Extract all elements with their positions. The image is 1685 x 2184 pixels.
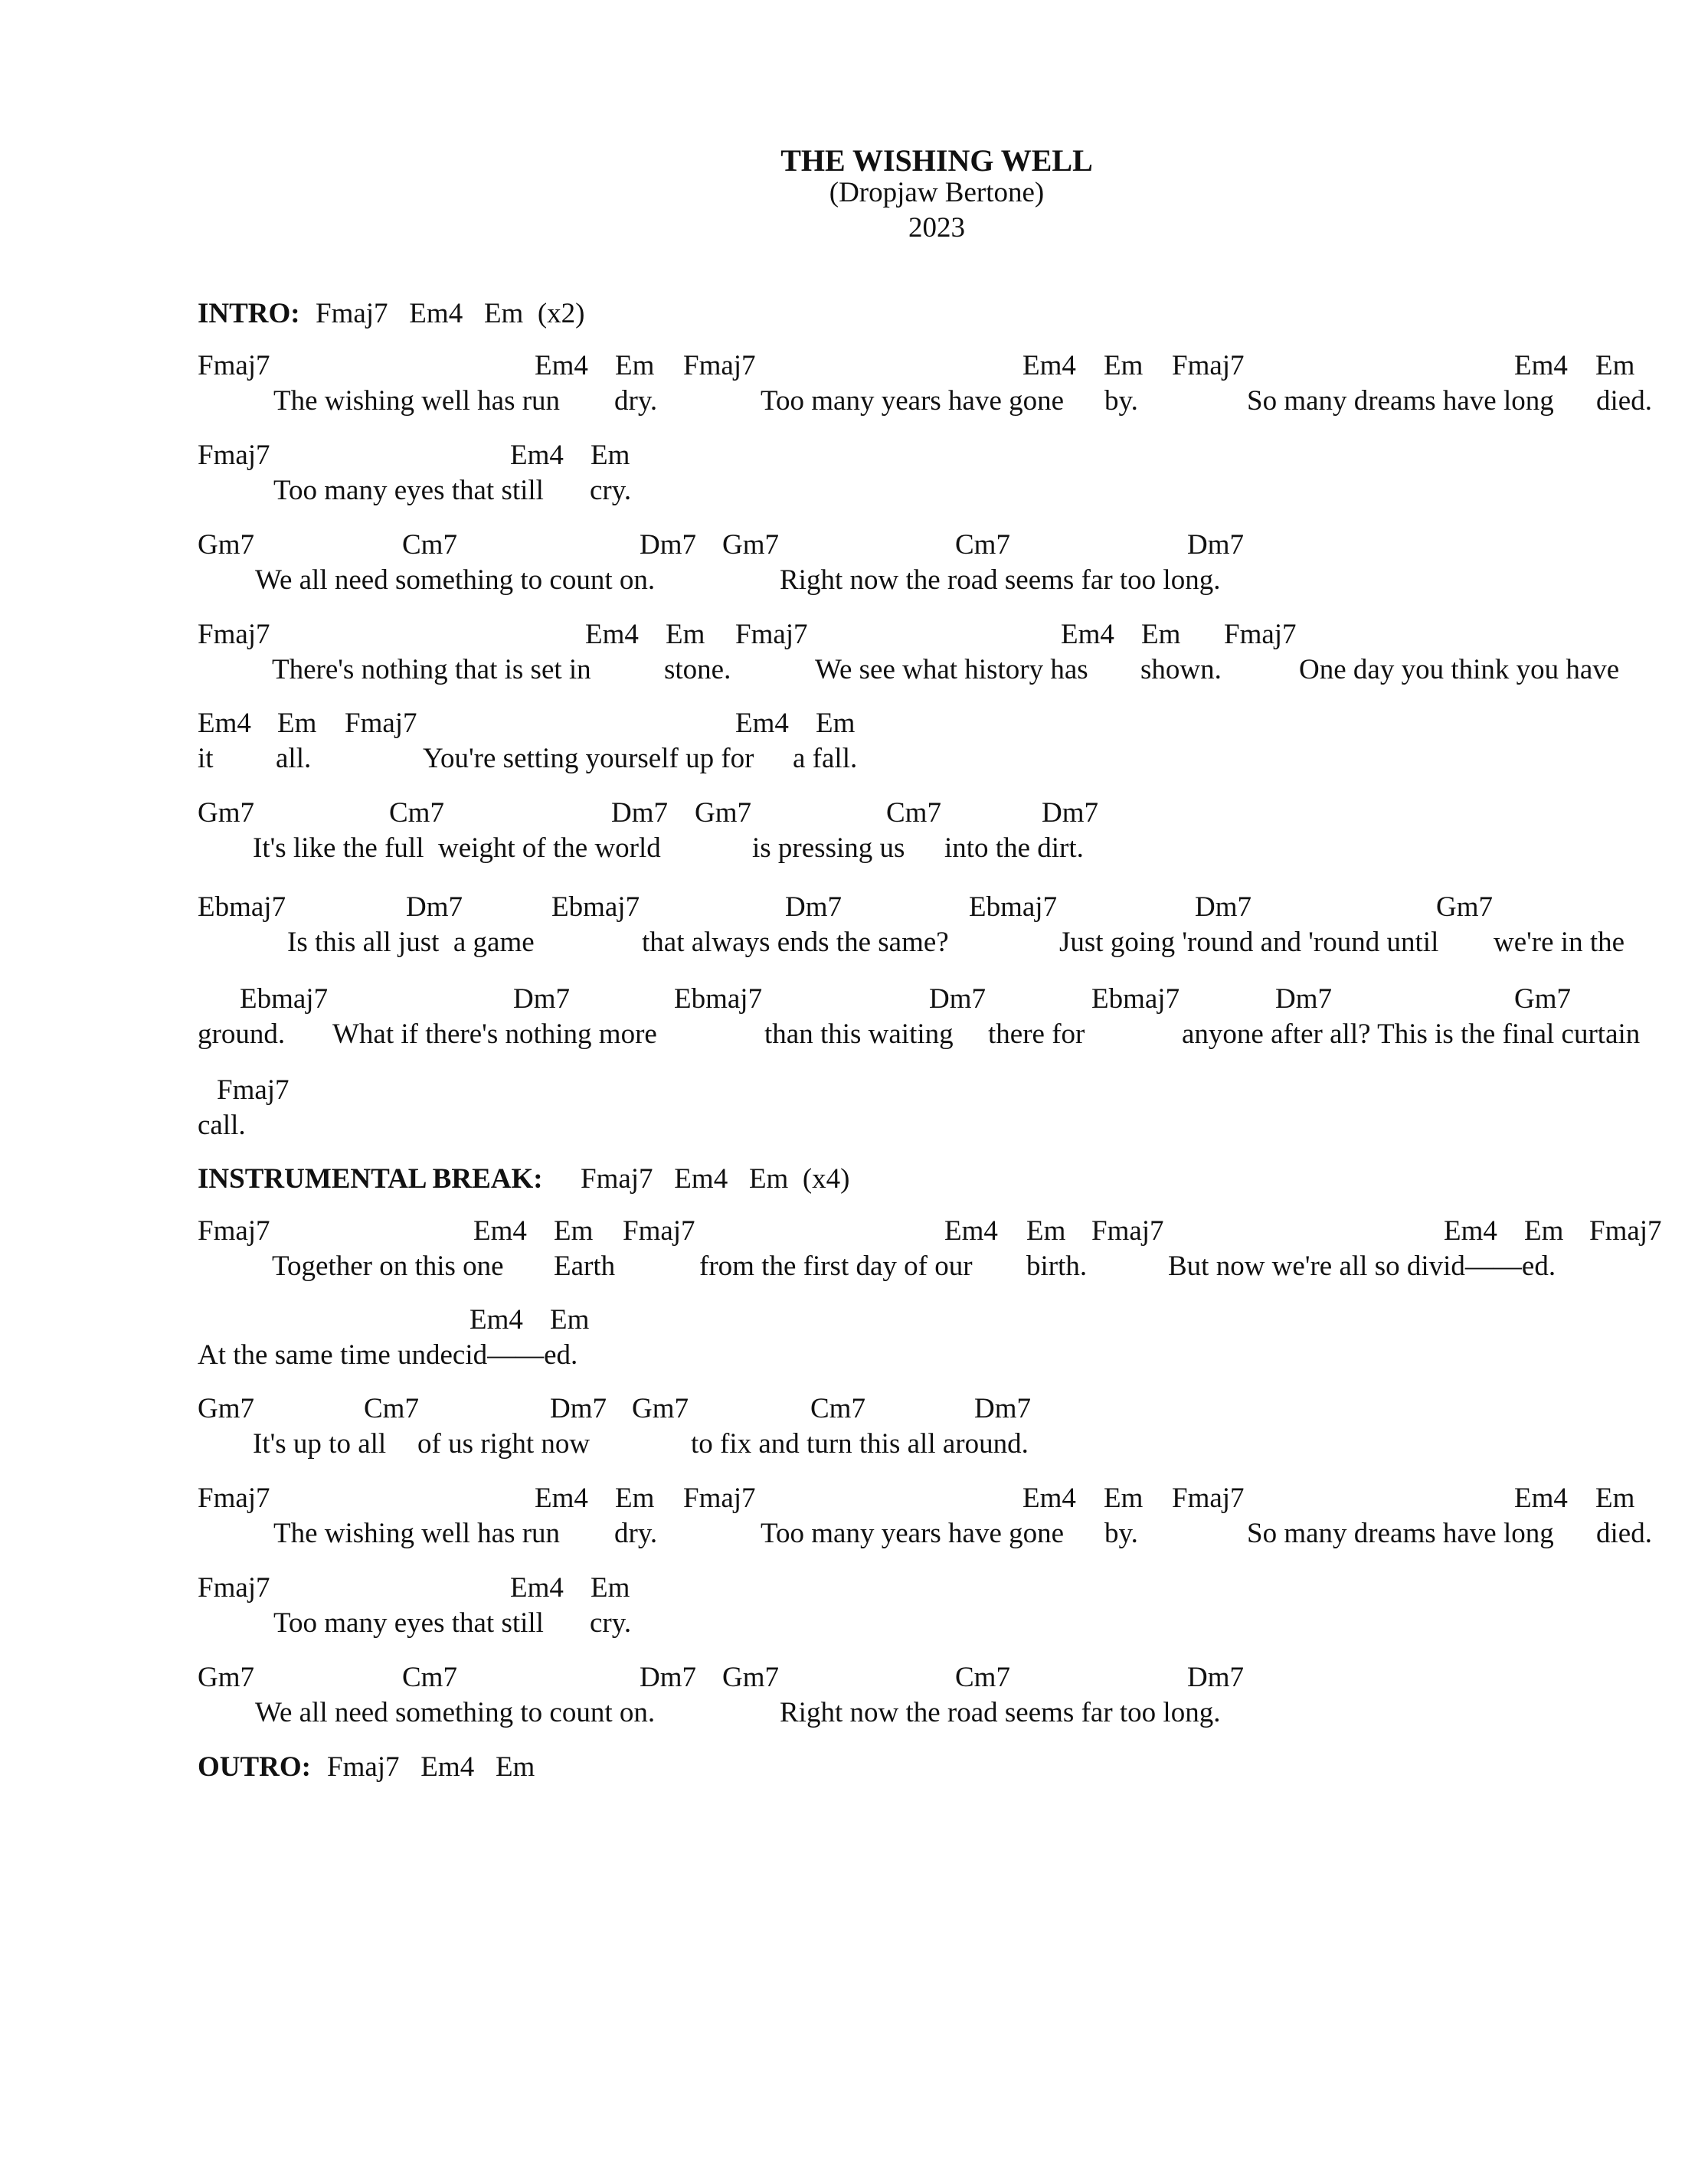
lyric: But now we're all so divid——ed. xyxy=(1168,1251,1556,1282)
chord: Em4 xyxy=(1514,1483,1568,1514)
chord: Em xyxy=(615,350,655,381)
lyric: call. xyxy=(198,1110,246,1141)
chord: Ebmaj7 xyxy=(674,983,763,1015)
lyric: than this waiting xyxy=(764,1018,954,1050)
chord: Em xyxy=(1595,1483,1635,1514)
chord: Gm7 xyxy=(722,1662,779,1693)
lyric: that always ends the same? xyxy=(642,927,949,958)
chord: Em4 xyxy=(1061,619,1114,650)
chord: Fmaj7 xyxy=(683,350,756,381)
chord: Dm7 xyxy=(785,891,842,923)
lyric: is pressing us xyxy=(752,832,905,864)
lyric: anyone after all? This is the final curtain xyxy=(1182,1018,1641,1050)
chord: Cm7 xyxy=(810,1393,865,1424)
chord: Fmaj7 xyxy=(345,708,417,739)
chord: Em xyxy=(666,619,705,650)
chord: Em xyxy=(554,1215,594,1247)
chord: Gm7 xyxy=(198,1662,254,1693)
chord: Fmaj7 xyxy=(1224,619,1297,650)
outro-chords: Fmaj7 Em4 Em xyxy=(327,1751,535,1783)
intro-label: INTRO: xyxy=(198,298,300,329)
chord: Em xyxy=(1104,1483,1144,1514)
lyric: Too many years have gone xyxy=(761,1518,1065,1549)
chord: Gm7 xyxy=(695,797,751,829)
chord: Em xyxy=(550,1304,590,1336)
chord: Gm7 xyxy=(198,529,254,561)
chord: Dm7 xyxy=(611,797,668,829)
lyric: Just going 'round and 'round until xyxy=(1059,927,1439,958)
chord: Em4 xyxy=(944,1215,998,1247)
lyric: by. xyxy=(1104,1518,1138,1549)
chord: Fmaj7 xyxy=(198,1483,270,1514)
chord: Ebmaj7 xyxy=(198,891,286,923)
chord: Em xyxy=(1524,1215,1564,1247)
chord: Em4 xyxy=(1022,350,1076,381)
chord: Em xyxy=(1026,1215,1066,1247)
lyric: There's nothing that is set in xyxy=(272,654,591,685)
lyric: a fall. xyxy=(793,743,858,774)
song-year: 2023 xyxy=(908,212,965,244)
chord: Gm7 xyxy=(1436,891,1493,923)
chord: Em4 xyxy=(198,708,251,739)
chord: Fmaj7 xyxy=(217,1074,290,1106)
chord: Fmaj7 xyxy=(1589,1215,1662,1247)
chord: Em4 xyxy=(535,350,588,381)
chord: Fmaj7 xyxy=(198,619,270,650)
lyric: cry. xyxy=(590,475,632,506)
lyric: Too many years have gone xyxy=(761,385,1065,417)
lyric: died. xyxy=(1596,385,1652,417)
chord: Em4 xyxy=(1444,1215,1497,1247)
chord: Em4 xyxy=(535,1483,588,1514)
lyric: One day you think you have xyxy=(1299,654,1620,685)
chord: Fmaj7 xyxy=(1091,1215,1164,1247)
lyric: Too many eyes that still xyxy=(273,1607,544,1639)
lyric: to fix and turn this all around. xyxy=(691,1428,1029,1460)
chord: Em xyxy=(591,1572,630,1604)
chord: Em xyxy=(277,708,317,739)
chord: Fmaj7 xyxy=(198,440,270,471)
chord: Fmaj7 xyxy=(623,1215,695,1247)
chord: Ebmaj7 xyxy=(969,891,1058,923)
lyric: there for xyxy=(988,1018,1085,1050)
lyric: You're setting yourself up for xyxy=(423,743,754,774)
chord: Em4 xyxy=(585,619,639,650)
chord: Fmaj7 xyxy=(735,619,808,650)
chord: Em xyxy=(1141,619,1181,650)
chord: Em4 xyxy=(735,708,789,739)
lyric: We all need something to count on. xyxy=(255,1697,656,1728)
lyric: So many dreams have long xyxy=(1247,385,1554,417)
chord: Dm7 xyxy=(513,983,570,1015)
lyric: dry. xyxy=(614,385,658,417)
lyric: The wishing well has run xyxy=(273,1518,561,1549)
chord: Em xyxy=(591,440,630,471)
chord: Dm7 xyxy=(406,891,463,923)
chord: Em xyxy=(615,1483,655,1514)
lyric: The wishing well has run xyxy=(273,385,561,417)
lyric: we're in the xyxy=(1494,927,1625,958)
chord: Em4 xyxy=(470,1304,523,1336)
chord: Dm7 xyxy=(929,983,986,1015)
chord: Cm7 xyxy=(955,529,1010,561)
lyric: into the dirt. xyxy=(944,832,1084,864)
chord: Cm7 xyxy=(364,1393,419,1424)
chord: Fmaj7 xyxy=(1172,350,1245,381)
break-chords: Fmaj7 Em4 Em (x4) xyxy=(581,1163,850,1195)
chord: Ebmaj7 xyxy=(240,983,329,1015)
chord: Gm7 xyxy=(722,529,779,561)
chord: Cm7 xyxy=(402,1662,457,1693)
chord: Gm7 xyxy=(632,1393,689,1424)
chord: Fmaj7 xyxy=(198,1215,270,1247)
lyric: It's like the full weight of the world xyxy=(253,832,661,864)
lyric: So many dreams have long xyxy=(1247,1518,1554,1549)
song-artist: (Dropjaw Bertone) xyxy=(829,177,1045,208)
lyric: ground. xyxy=(198,1018,286,1050)
lyric: Is this all just a game xyxy=(287,927,535,958)
chord: Em xyxy=(1104,350,1144,381)
lyric: We see what history has xyxy=(815,654,1088,685)
lyric: died. xyxy=(1596,1518,1652,1549)
lyric: It's up to all xyxy=(253,1428,387,1460)
chord: Fmaj7 xyxy=(198,350,270,381)
lyric: dry. xyxy=(614,1518,658,1549)
chord: Em4 xyxy=(1022,1483,1076,1514)
lyric: Right now the road seems far too long. xyxy=(780,1697,1221,1728)
chord: Dm7 xyxy=(1042,797,1098,829)
lyric: from the first day of our xyxy=(699,1251,973,1282)
chord: Cm7 xyxy=(886,797,941,829)
chord: Cm7 xyxy=(402,529,457,561)
chord: Em4 xyxy=(1514,350,1568,381)
chord: Dm7 xyxy=(550,1393,607,1424)
lyric: Right now the road seems far too long. xyxy=(780,564,1221,596)
chord: Fmaj7 xyxy=(198,1572,270,1604)
chord: Em xyxy=(1595,350,1635,381)
chord: Gm7 xyxy=(1514,983,1571,1015)
chord: Dm7 xyxy=(640,529,696,561)
chord: Dm7 xyxy=(1187,529,1244,561)
chord: Gm7 xyxy=(198,1393,254,1424)
chord: Ebmaj7 xyxy=(551,891,640,923)
chord: Dm7 xyxy=(640,1662,696,1693)
lyric: stone. xyxy=(664,654,731,685)
lyric: Together on this one xyxy=(272,1251,504,1282)
chord: Em xyxy=(816,708,856,739)
lyric: all. xyxy=(276,743,312,774)
chord: Dm7 xyxy=(1187,1662,1244,1693)
intro-chords: Fmaj7 Em4 Em (x2) xyxy=(316,298,585,329)
chord: Dm7 xyxy=(1195,891,1251,923)
chord: Gm7 xyxy=(198,797,254,829)
lyric: by. xyxy=(1104,385,1138,417)
chord: Ebmaj7 xyxy=(1091,983,1180,1015)
lyric: of us right now xyxy=(417,1428,591,1460)
lyric: What if there's nothing more xyxy=(332,1018,657,1050)
lyric: At the same time undecid——ed. xyxy=(198,1339,578,1371)
chord: Fmaj7 xyxy=(683,1483,756,1514)
break-label: INSTRUMENTAL BREAK: xyxy=(198,1163,543,1195)
chord: Dm7 xyxy=(1275,983,1332,1015)
lyric: Earth xyxy=(554,1251,616,1282)
chord: Em4 xyxy=(510,440,564,471)
song-title: THE WISHING WELL xyxy=(780,143,1093,178)
lyric: shown. xyxy=(1140,654,1222,685)
lyric: We all need something to count on. xyxy=(255,564,656,596)
lyric: Too many eyes that still xyxy=(273,475,544,506)
lyric: birth. xyxy=(1026,1251,1088,1282)
chord: Em4 xyxy=(473,1215,527,1247)
lyric: it xyxy=(198,743,214,774)
outro-label: OUTRO: xyxy=(198,1751,311,1783)
chord: Fmaj7 xyxy=(1172,1483,1245,1514)
chord: Cm7 xyxy=(955,1662,1010,1693)
chord: Dm7 xyxy=(974,1393,1031,1424)
chord: Cm7 xyxy=(389,797,444,829)
chord: Em4 xyxy=(510,1572,564,1604)
lyric: cry. xyxy=(590,1607,632,1639)
